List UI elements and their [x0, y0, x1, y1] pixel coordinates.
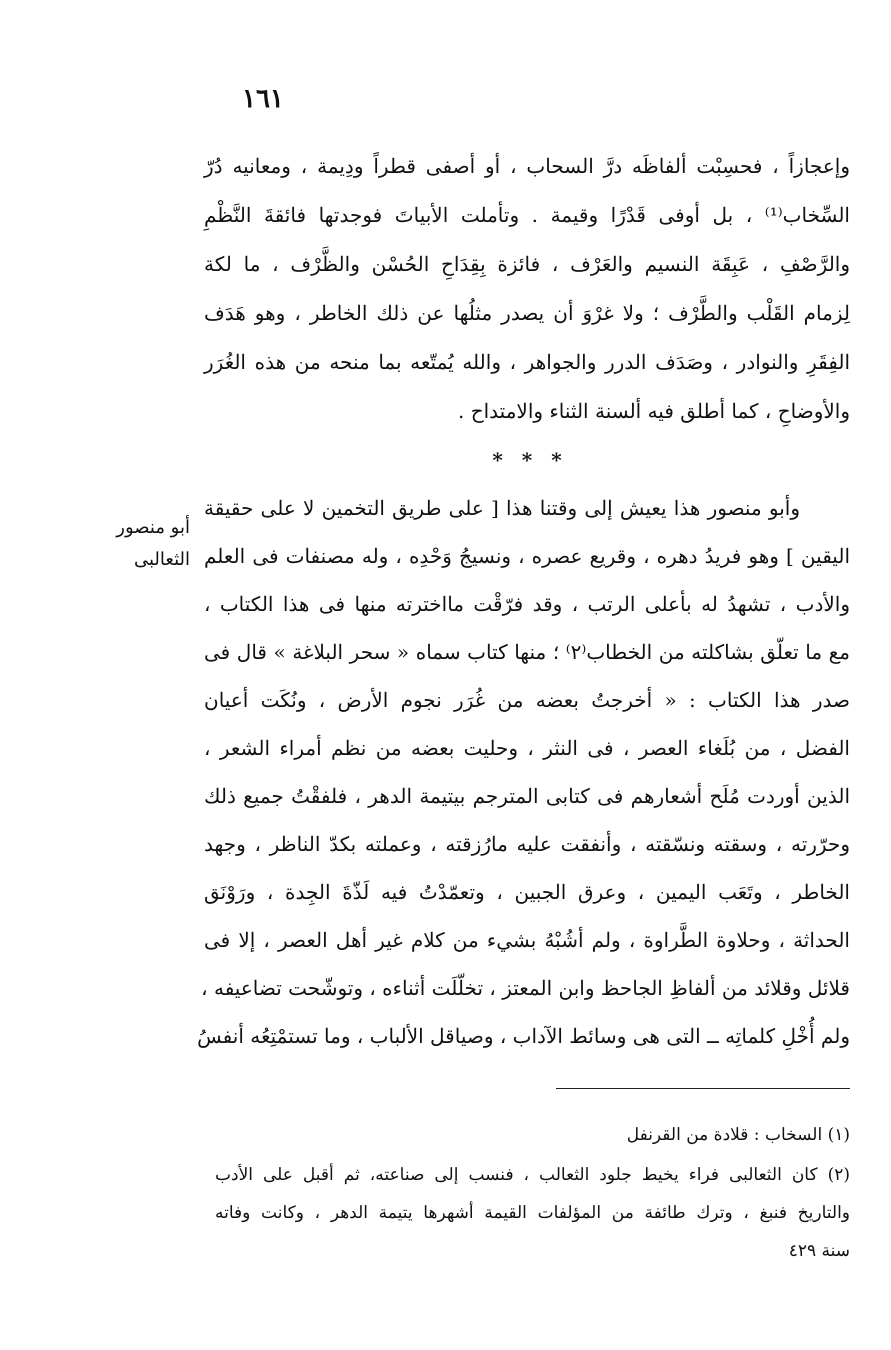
section-separator: * * * [492, 448, 568, 472]
footnote-2-line: (٢) كان الثعالبى فراء يخيط جلود الثعالب ، فنسب إلى صناعته، ثم أقبل على الأدب [215, 1165, 850, 1185]
text-line: السِّخاب⁽¹⁾ ، بل أوفى قَدْرًا وقيمة . وتأملت الأبياتَ فوجدتها فائقةَ النَّظْمِ [204, 203, 850, 227]
margin-note-line: الثعالبى [133, 549, 190, 570]
text-line: مع ما تعلّق بشاكلته من الخطاب⁽٢⁾ ؛ منها كتاب سماه « سحر البلاغة » قال فى [204, 640, 851, 664]
footnote-2-line: سنة ٤٢٩ [788, 1241, 850, 1261]
footnote-rule [556, 1088, 850, 1089]
text-line: الحداثة ، وحلاوة الطَّراوة ، ولم أشُبْهُ بشيء من كلام غير أهل العصر ، إلا فى [204, 928, 850, 952]
text-line: صدر هذا الكتاب : « أخرجتُ بعضه من غُرَر نجوم الأرض ، ونُكَت أعيان [204, 688, 850, 712]
text-line: الذين أوردت مُلَح أشعارهم فى كتابى المترجم بيتيمة الدهر ، فلفقْتُ جميع ذلك [204, 784, 850, 808]
margin-note [92, 512, 190, 576]
text-line: والأوضاحِ ، كما أطلق فيه ألسنة الثناء والامتداح . [457, 399, 850, 423]
text-line: والرَّصْفِ ، عَبِقَة النسيم والعَرْف ، فائزة بِقِدَاحِ الحُسْن والظَّرْف ، ما لكة [204, 252, 850, 276]
text-line: وأبو منصور هذا يعيش إلى وقتنا هذا [ على طريق التخمين لا على حقيقة [204, 496, 800, 520]
text-line: لِزمام القَلْب والطَّرْف ؛ ولا غرْوَ أن يصدر مثلُها عن ذلك الخاطر ، وهو هَدَف [204, 301, 850, 325]
text-line: الفِقَرِ والنوادر ، وصَدَف الدرر والجواهر ، والله يُمتّعه بما منحه من هذه الغُرَر [204, 350, 850, 374]
text-line: الخاطر ، وتَعَب اليمين ، وعرق الجبين ، وتعمّدْتُ فيه لَذّةَ الجِدة ، ورَوْنَق [204, 880, 850, 904]
text-line: والأدب ، تشهدُ له بأعلى الرتب ، وقد فرّقْت مااخترته منها فى هذا الكتاب ، [204, 592, 850, 616]
text-line: ولم أُخْلِ كلماتِه ــ التى هى وسائط الآداب ، وصياقل الألباب ، وما تستمْتِعُه أنفسُ [197, 1024, 850, 1048]
footnote-1: (١) السخاب : قلادة من القرنفل [626, 1125, 850, 1145]
margin-note-line: أبو منصور [116, 517, 190, 538]
text-line: وحرّرته ، وسقته ونسّقته ، وأنفقت عليه مارُزقته ، وعملته بكدّ الناظر ، وجهد [204, 832, 850, 856]
text-line: اليقين ] وهو فريدُ دهره ، وقريع عصره ، ونسيجُ وَحْدِه ، وله مصنفات فى العلم [204, 544, 850, 568]
page-number: ١٦١ [242, 84, 284, 114]
text-line: وإعجازاً ، فحسِبْت ألفاظَه درَّ السحاب ، أو أصفى قطراً ودِيمة ، ومعانيه دُرّ [204, 154, 850, 178]
text-line: قلائل وقلائد من ألفاظِ الجاحظ وابن المعتز ، تخلّلَت أثناءه ، وتوشّحت تضاعيفه ، [201, 976, 850, 1000]
footnote-2-line: والتاريخ فنبغ ، وترك طائفة من المؤلفات القيمة أشهرها يتيمة الدهر ، وكانت وفاته [215, 1203, 850, 1223]
text-line: الفضل ، من بُلَغاء العصر ، فى النثر ، وحليت بعضه من نظم أمراء الشعر ، [204, 736, 850, 760]
